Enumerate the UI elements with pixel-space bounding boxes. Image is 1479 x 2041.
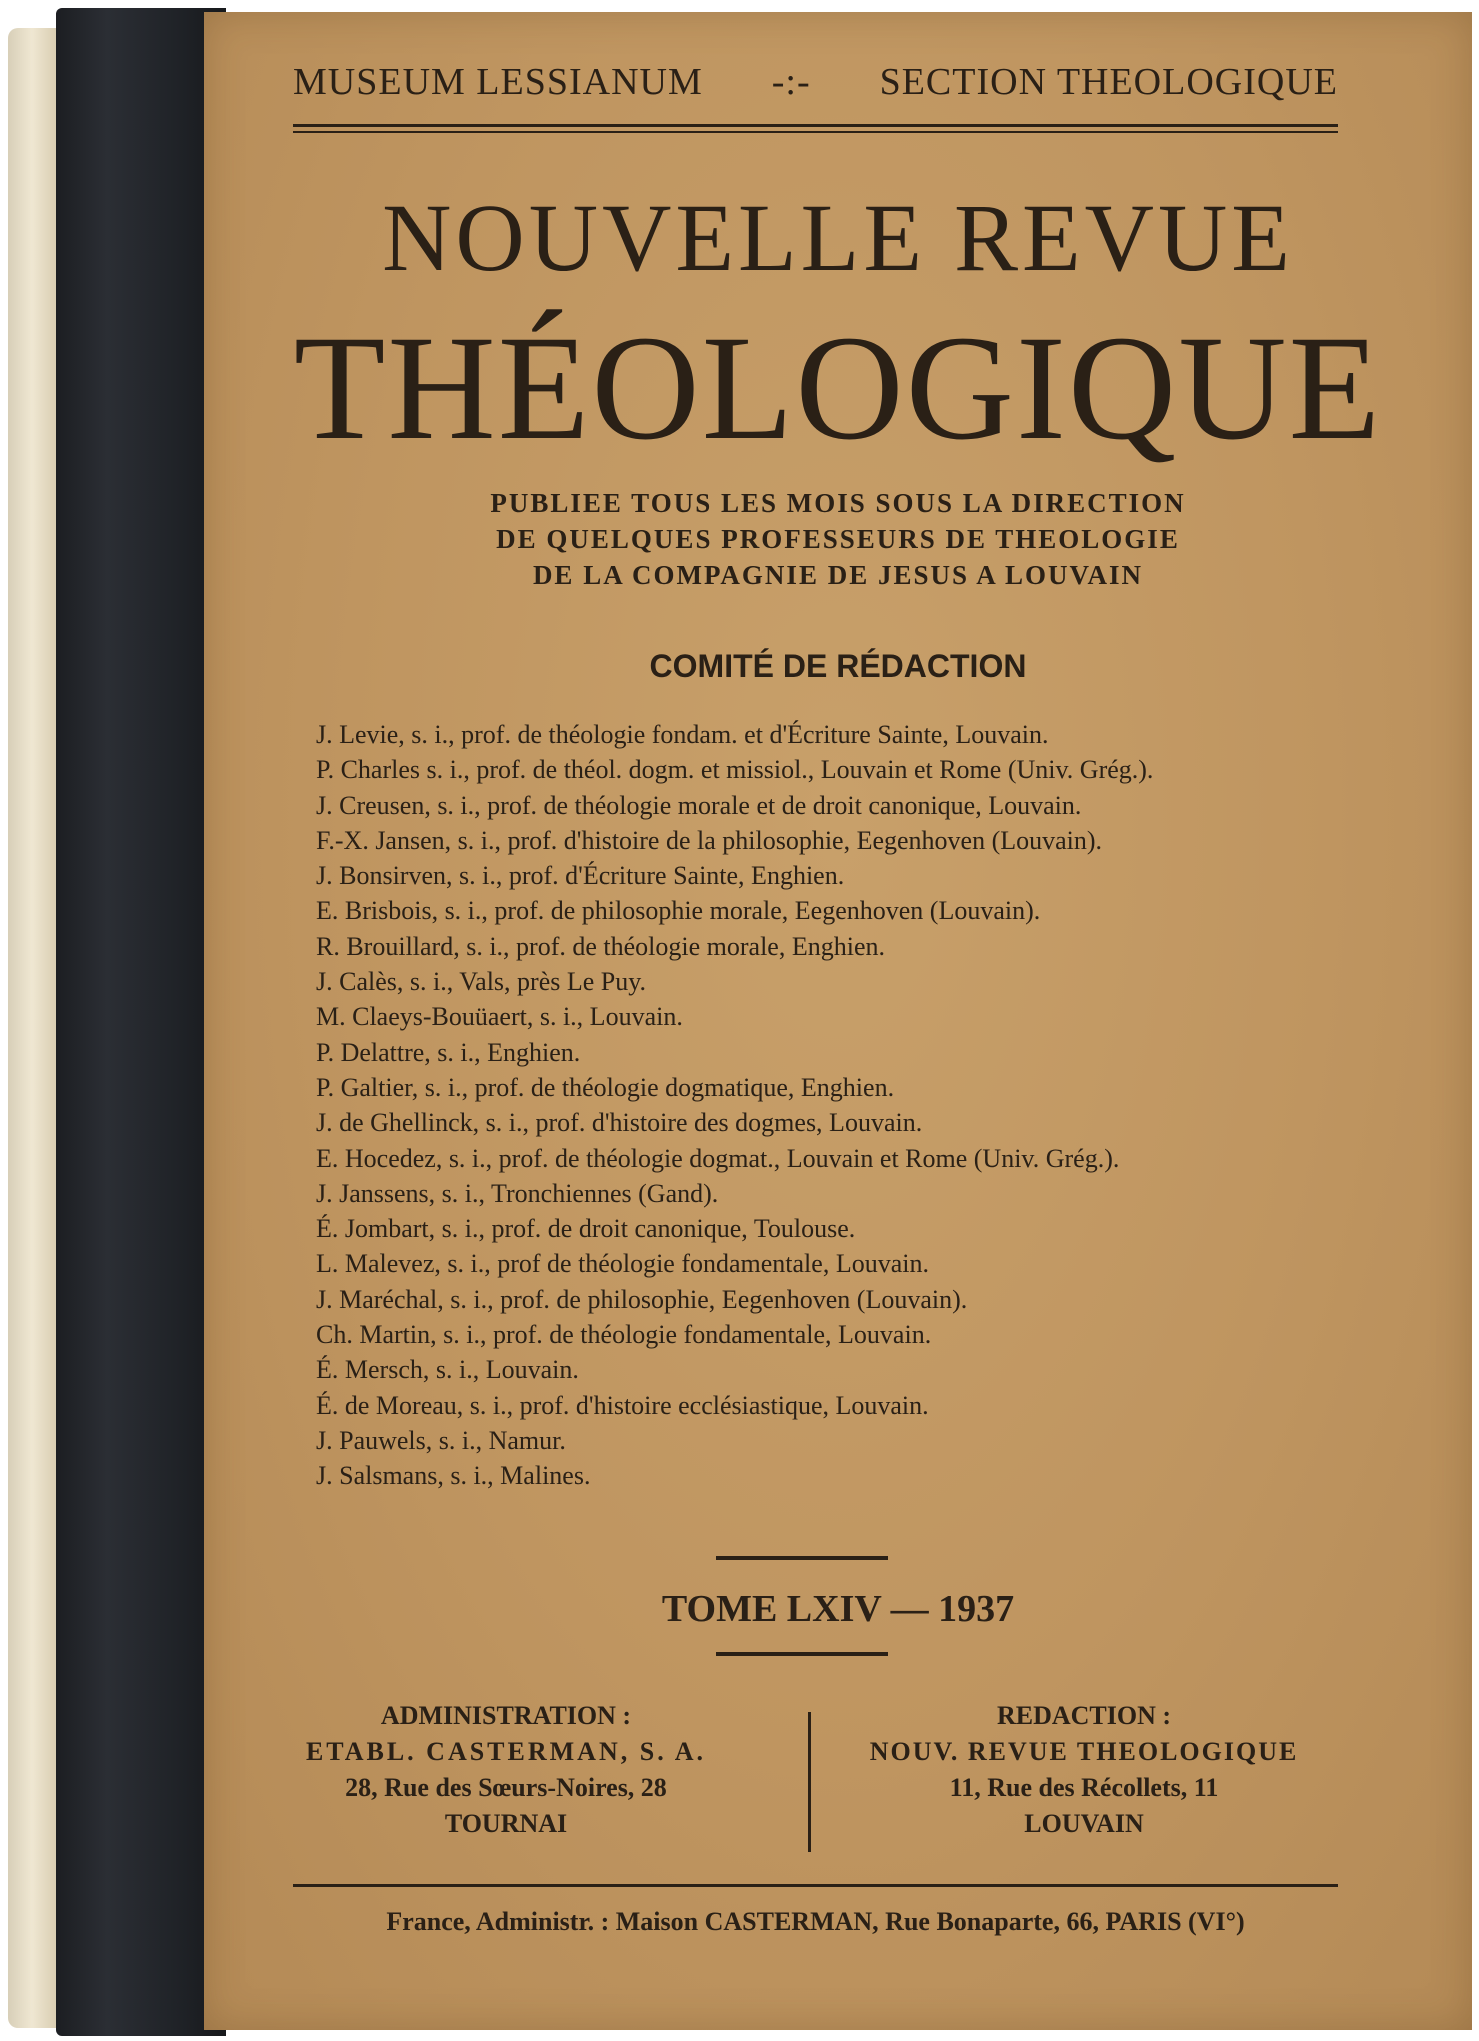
book-spine <box>56 8 226 2036</box>
committee-member: L. Malevez, s. i., prof de théologie fondamentale, Louvain. <box>316 1249 929 1279</box>
tome-rule-top <box>716 1556 888 1560</box>
publication-line-2: DE QUELQUES PROFESSEURS DE THEOLOGIE <box>496 524 1180 554</box>
title-line-2: THÉOLOGIQUE <box>293 305 1383 471</box>
footer-rule <box>293 1884 1338 1887</box>
administration-city: TOURNAI <box>444 1809 568 1838</box>
header-right: SECTION THEOLOGIQUE <box>879 61 1338 103</box>
committee-member: J. Maréchal, s. i., prof. de philosophie, Eegenhoven (Louvain). <box>316 1284 968 1314</box>
administration-heading: ADMINISTRATION : <box>380 1701 632 1730</box>
redaction-city: LOUVAIN <box>1024 1809 1144 1838</box>
committee-member: É. Jombart, s. i., prof. de droit canonique, Toulouse. <box>316 1214 856 1244</box>
committee-member: P. Galtier, s. i., prof. de théologie dogmatique, Enghien. <box>316 1072 895 1102</box>
committee-member: P. Delattre, s. i., Enghien. <box>316 1037 581 1067</box>
committee-member: Ch. Martin, s. i., prof. de théologie fondamentale, Louvain. <box>316 1320 932 1350</box>
tome-rule-bottom <box>716 1652 888 1656</box>
committee-member: É. Mersch, s. i., Louvain. <box>316 1355 579 1385</box>
administration-block <box>246 1698 766 1842</box>
publication-line-3: DE LA COMPAGNIE DE JESUS A LOUVAIN <box>532 560 1144 590</box>
committee-member: M. Claeys-Bouüaert, s. i., Louvain. <box>316 1002 683 1032</box>
administration-name: ETABL. CASTERMAN, S. A. <box>305 1737 707 1766</box>
publication-line-1: PUBLIEE TOUS LES MOIS SOUS LA DIRECTION <box>490 488 1186 518</box>
redaction-name: NOUV. REVUE THEOLOGIQUE <box>869 1737 1299 1766</box>
committee-member: E. Brisbois, s. i., prof. de philosophie morale, Eegenhoven (Louvain). <box>316 896 1041 926</box>
administration-street: 28, Rue des Sœurs-Noires, 28 <box>345 1773 667 1802</box>
header-left: MUSEUM LESSIANUM <box>293 61 703 103</box>
committee-member: E. Hocedez, s. i., prof. de théologie dogmat., Louvain et Rome (Univ. Grég.). <box>316 1143 1120 1173</box>
redaction-street: 11, Rue des Récollets, 11 <box>949 1773 1219 1802</box>
header-rule-top <box>293 124 1338 127</box>
committee-heading: COMITÉ DE RÉDACTION <box>649 648 1027 684</box>
committee-member: F.-X. Jansen, s. i., prof. d'histoire de la philosophie, Eegenhoven (Louvain). <box>316 825 1103 855</box>
title-line-1: NOUVELLE REVUE <box>382 184 1294 291</box>
committee-member: J. Creusen, s. i., prof. de théologie morale et de droit canonique, Louvain. <box>316 790 1082 820</box>
header-rule-bottom <box>293 131 1338 133</box>
committee-member: J. de Ghellinck, s. i., prof. d'histoire des dogmes, Louvain. <box>316 1108 923 1138</box>
address-divider <box>808 1712 811 1852</box>
committee-member: J. Salsmans, s. i., Malines. <box>316 1461 591 1491</box>
committee-member: J. Calès, s. i., Vals, près Le Puy. <box>316 967 647 997</box>
committee-member: J. Janssens, s. i., Tronchiennes (Gand). <box>316 1178 719 1208</box>
committee-member: J. Pauwels, s. i., Namur. <box>316 1425 566 1455</box>
committee-member: J. Levie, s. i., prof. de théologie fondam. et d'Écriture Sainte, Louvain. <box>316 720 1049 749</box>
tome-volume: TOME LXIV — 1937 <box>661 1588 1015 1630</box>
redaction-heading: REDACTION : <box>996 1701 1172 1730</box>
redaction-block <box>824 1698 1344 1842</box>
header-separator: -:- <box>771 61 811 103</box>
committee-member: J. Bonsirven, s. i., prof. d'Écriture Sainte, Enghien. <box>316 861 845 891</box>
header-line <box>293 60 1338 104</box>
book <box>8 8 1473 2036</box>
committee-list <box>316 720 1376 1497</box>
footer-paris-address: France, Administr. : Maison CASTERMAN, Rue Bonaparte, 66, PARIS (VI°) <box>386 1907 1245 1936</box>
committee-member: P. Charles s. i., prof. de théol. dogm. et missiol., Louvain et Rome (Univ. Grég.). <box>316 755 1154 785</box>
committee-member: R. Brouillard, s. i., prof. de théologie morale, Enghien. <box>316 931 885 961</box>
book-cover <box>204 12 1472 2030</box>
committee-member: É. de Moreau, s. i., prof. d'histoire ecclésiastique, Louvain. <box>316 1390 929 1420</box>
